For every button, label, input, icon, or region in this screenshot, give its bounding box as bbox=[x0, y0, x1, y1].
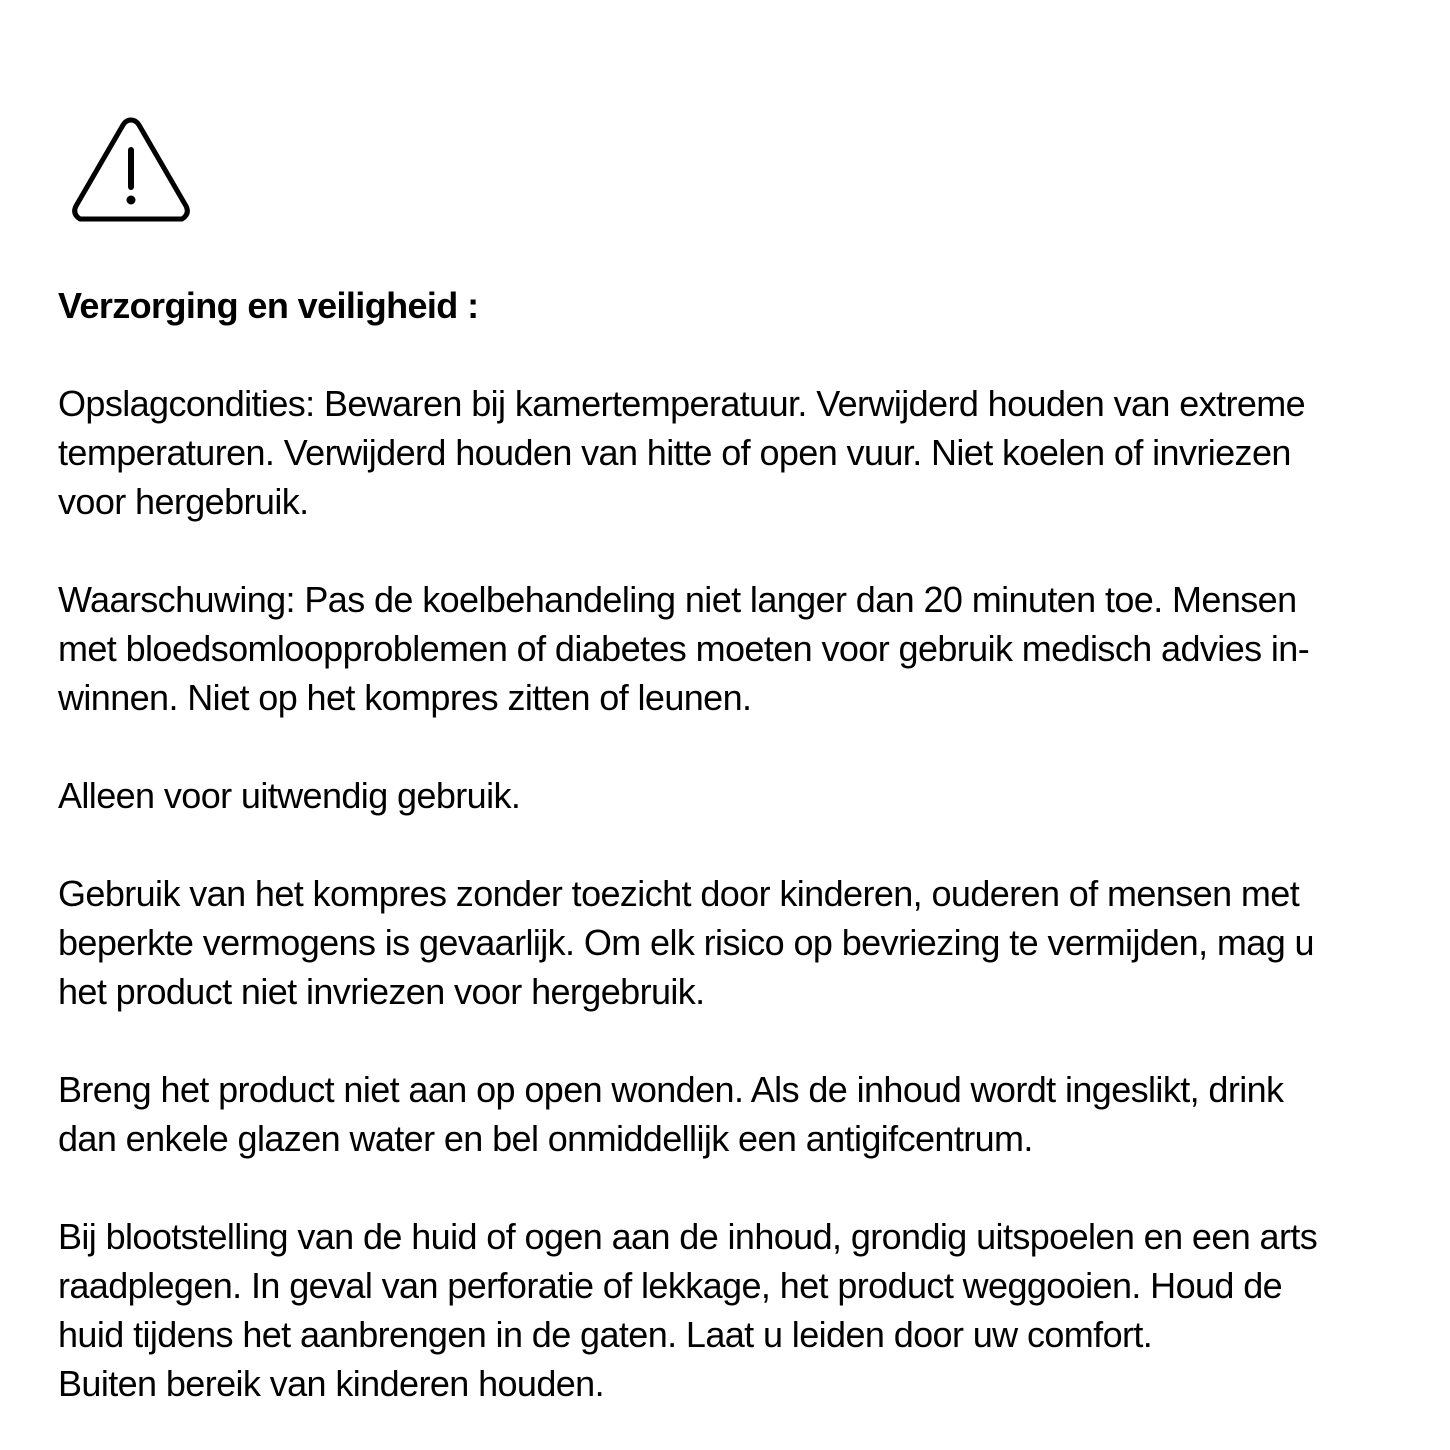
text-line: voor hergebruik. bbox=[58, 481, 309, 522]
paragraph-warning bbox=[58, 575, 1450, 722]
text-line: Alleen voor uitwendig gebruik. bbox=[58, 775, 521, 816]
text-line: met bloedsomloopproblemen of diabetes moeten voor gebruik medisch advies in- bbox=[58, 628, 1310, 669]
text-line: Opslagcondities: Bewaren bij kamertemperatuur. Verwijderd houden van extreme bbox=[58, 383, 1306, 424]
paragraph-wounds bbox=[58, 1065, 1450, 1163]
paragraph-storage bbox=[58, 379, 1450, 526]
paragraph-exposure bbox=[58, 1212, 1450, 1408]
text-line: winnen. Niet op het kompres zitten of leunen. bbox=[58, 677, 752, 718]
text-line: Buiten bereik van kinderen houden. bbox=[58, 1363, 605, 1404]
text-line: Bij blootstelling van de huid of ogen aan de inhoud, grondig uitspoelen en een arts bbox=[58, 1216, 1318, 1257]
text-line: Waarschuwing: Pas de koelbehandeling niet langer dan 20 minuten toe. Mensen bbox=[58, 579, 1297, 620]
text-line: raadplegen. In geval van perforatie of lekkage, het product weggooien. Houd de bbox=[58, 1265, 1283, 1306]
text-line: beperkte vermogens is gevaarlijk. Om elk risico op bevriezing te vermijden, mag u bbox=[58, 922, 1314, 963]
text-line: het product niet invriezen voor hergebruik. bbox=[58, 971, 705, 1012]
text-line: dan enkele glazen water en bel onmiddellijk een antigifcentrum. bbox=[58, 1118, 1033, 1159]
paragraph-supervision bbox=[58, 869, 1450, 1016]
paragraph-external-use bbox=[58, 771, 1450, 820]
safety-text bbox=[58, 281, 1450, 1408]
text-line: temperaturen. Verwijderd houden van hitte of open vuur. Niet koelen of invriezen bbox=[58, 432, 1291, 473]
section-heading: Verzorging en veiligheid : bbox=[58, 285, 479, 326]
text-line: Breng het product niet aan op open wonden. Als de inhoud wordt ingeslikt, drink bbox=[58, 1069, 1284, 1110]
text-line: Gebruik van het kompres zonder toezicht door kinderen, ouderen of mensen met bbox=[58, 873, 1300, 914]
warning-triangle-icon bbox=[70, 114, 192, 226]
text-line: huid tijdens het aanbrengen in de gaten. Laat u leiden door uw comfort. bbox=[58, 1314, 1153, 1355]
